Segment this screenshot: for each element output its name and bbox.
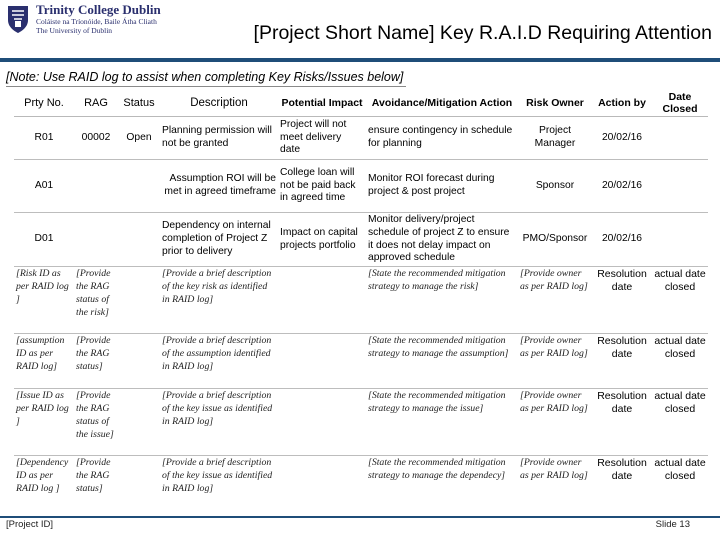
cell-description: [Provide a brief description of the key issue as identified in RAID log] [160, 456, 278, 517]
footer-divider [0, 516, 720, 518]
cell-status [118, 334, 160, 389]
cell-owner: [Provide owner as per RAID log] [518, 267, 592, 334]
cell-description: Assumption ROI will be met in agreed timeframe [160, 160, 278, 213]
template-row-issue [14, 389, 708, 456]
cell-impact: Impact on capital projects portfolio [278, 213, 366, 267]
cell-mitigation: [State the recommended mitigation strategy to manage the risk] [366, 267, 518, 334]
col-header-owner: Risk Owner [518, 90, 592, 117]
cell-owner: PMO/Sponsor [518, 213, 592, 267]
logo-name: Trinity College Dublin [36, 2, 161, 17]
col-header-status: Status [118, 90, 160, 117]
col-header-date-closed: Date Closed [652, 90, 708, 117]
cell-impact [278, 389, 366, 456]
table-header [14, 90, 708, 117]
cell-rag: [Provide the RAG status of the risk] [74, 267, 118, 334]
col-header-rag: RAG [74, 90, 118, 117]
col-header-mitigation: Avoidance/Mitigation Action [366, 90, 518, 117]
cell-mitigation: ensure contingency in schedule for planning [366, 117, 518, 160]
cell-date-closed [652, 160, 708, 213]
footer-project-id: [Project ID] [6, 519, 53, 530]
crest-icon [6, 4, 30, 34]
page-title: [Project Short Name] Key R.A.I.D Requiring Attention [253, 22, 712, 44]
cell-date-closed: actual date closed [652, 267, 708, 334]
cell-action-by: 20/02/16 [592, 213, 652, 267]
cell-owner: Sponsor [518, 160, 592, 213]
cell-priority: D01 [14, 213, 74, 267]
cell-impact: College loan will not be paid back in agreed time [278, 160, 366, 213]
cell-priority: A01 [14, 160, 74, 213]
cell-description: Dependency on internal completion of Project Z prior to delivery [160, 213, 278, 267]
cell-status [118, 213, 160, 267]
cell-status [118, 456, 160, 517]
tcd-logo [6, 2, 176, 42]
cell-date-closed [652, 117, 708, 160]
cell-impact [278, 334, 366, 389]
cell-impact: Project will not meet delivery date [278, 117, 366, 160]
table-row [14, 160, 708, 213]
cell-rag [74, 213, 118, 267]
cell-status: Open [118, 117, 160, 160]
cell-action-by: Resolution date [592, 456, 652, 517]
cell-mitigation: [State the recommended mitigation strategy to manage the dependecy] [366, 456, 518, 517]
template-row-risk [14, 267, 708, 334]
raid-table [14, 90, 708, 517]
cell-description: [Provide a brief description of the key issue as identified in RAID log] [160, 389, 278, 456]
cell-mitigation: Monitor delivery/project schedule of project Z to ensure it does not delay impact on approved schedule [366, 213, 518, 267]
cell-status [118, 267, 160, 334]
cell-impact [278, 267, 366, 334]
template-row-assumption [14, 334, 708, 389]
table-row [14, 117, 708, 160]
cell-action-by: Resolution date [592, 389, 652, 456]
cell-action-by: 20/02/16 [592, 117, 652, 160]
col-header-description: Description [160, 90, 278, 117]
template-row-dependency [14, 456, 708, 517]
cell-rag: [Provide the RAG status] [74, 334, 118, 389]
cell-mitigation: Monitor ROI forecast during project & post project [366, 160, 518, 213]
cell-action-by: Resolution date [592, 334, 652, 389]
cell-description: Planning permission will not be granted [160, 117, 278, 160]
logo-english: The University of Dublin [36, 26, 113, 35]
logo-irish: Coláiste na Tríonóide, Baile Átha Cliath [36, 17, 157, 26]
cell-owner: [Provide owner as per RAID log] [518, 456, 592, 517]
cell-priority: [Dependency ID as per RAID log ] [14, 456, 74, 517]
cell-description: [Provide a brief description of the key risk as identified in RAID log] [160, 267, 278, 334]
cell-action-by: Resolution date [592, 267, 652, 334]
cell-date-closed: actual date closed [652, 334, 708, 389]
cell-date-closed: actual date closed [652, 456, 708, 517]
cell-description: [Provide a brief description of the assumption identified in RAID log] [160, 334, 278, 389]
cell-priority: R01 [14, 117, 74, 160]
col-header-priority: Prty No. [14, 90, 74, 117]
cell-priority: [Risk ID as per RAID log ] [14, 267, 74, 334]
logo-text [36, 2, 161, 35]
cell-priority: [assumption ID as per RAID log] [14, 334, 74, 389]
slide-number: Slide 13 [655, 519, 690, 530]
cell-owner: Project Manager [518, 117, 592, 160]
note-underline [6, 86, 406, 87]
instruction-note: [Note: Use RAID log to assist when completing Key Risks/Issues below] [6, 70, 404, 84]
cell-status [118, 160, 160, 213]
table-row [14, 213, 708, 267]
cell-date-closed: actual date closed [652, 389, 708, 456]
cell-date-closed [652, 213, 708, 267]
cell-owner: [Provide owner as per RAID log] [518, 334, 592, 389]
cell-status [118, 389, 160, 456]
cell-mitigation: [State the recommended mitigation strategy to manage the issue] [366, 389, 518, 456]
cell-impact [278, 456, 366, 517]
col-header-action-by: Action by [592, 90, 652, 117]
title-divider [0, 58, 720, 62]
cell-rag [74, 160, 118, 213]
cell-rag: [Provide the RAG status] [74, 456, 118, 517]
col-header-impact: Potential Impact [278, 90, 366, 117]
cell-rag: 00002 [74, 117, 118, 160]
cell-rag: [Provide the RAG status of the issue] [74, 389, 118, 456]
cell-priority: [Issue ID as per RAID log ] [14, 389, 74, 456]
cell-mitigation: [State the recommended mitigation strategy to manage the assumption] [366, 334, 518, 389]
cell-owner: [Provide owner as per RAID log] [518, 389, 592, 456]
cell-action-by: 20/02/16 [592, 160, 652, 213]
